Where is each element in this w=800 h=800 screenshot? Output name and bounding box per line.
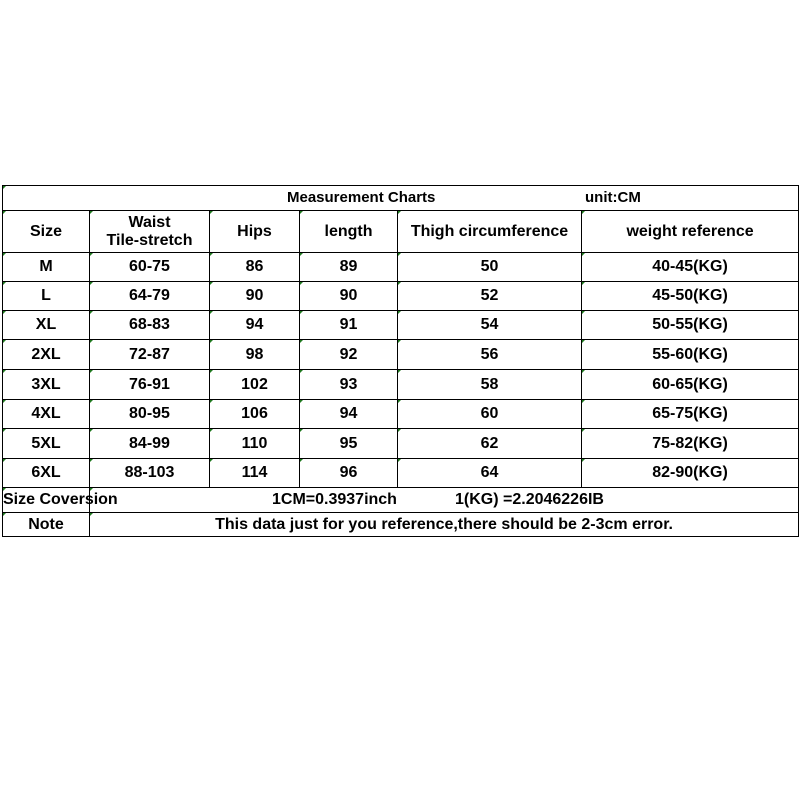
header-waist-sub: Tile-stretch <box>106 231 193 249</box>
header-size: Size <box>3 211 90 253</box>
cell-length: 89 <box>300 253 398 282</box>
conversion-row <box>3 488 799 513</box>
cell-hips: 110 <box>210 429 300 459</box>
cell-size: XL <box>3 311 90 340</box>
cell-thigh: 64 <box>398 459 582 488</box>
header-length: length <box>300 211 398 253</box>
header-waist <box>90 211 210 253</box>
cell-hips: 98 <box>210 340 300 370</box>
cell-hips: 114 <box>210 459 300 488</box>
note-row <box>3 513 799 537</box>
cell-weight: 45-50(KG) <box>582 282 799 311</box>
cell-length: 94 <box>300 400 398 429</box>
cell-thigh: 56 <box>398 340 582 370</box>
cell-hips: 86 <box>210 253 300 282</box>
cell-hips: 94 <box>210 311 300 340</box>
cell-weight: 65-75(KG) <box>582 400 799 429</box>
header-hips: Hips <box>210 211 300 253</box>
cell-length: 91 <box>300 311 398 340</box>
cell-weight: 40-45(KG) <box>582 253 799 282</box>
cell-hips: 90 <box>210 282 300 311</box>
table-row <box>3 429 799 459</box>
table-row <box>3 282 799 311</box>
title-row <box>3 186 799 211</box>
note-label: Note <box>3 513 90 537</box>
cell-thigh: 60 <box>398 400 582 429</box>
cell-length: 93 <box>300 370 398 400</box>
cell-size: 4XL <box>3 400 90 429</box>
cell-size: 2XL <box>3 340 90 370</box>
table-row <box>3 340 799 370</box>
cell-size: 3XL <box>3 370 90 400</box>
chart-title: Measurement Charts <box>287 189 436 206</box>
cell-waist: 76-91 <box>90 370 210 400</box>
title-cell <box>3 186 799 211</box>
unit-label: unit:CM <box>585 189 641 206</box>
header-weight: weight reference <box>582 211 799 253</box>
cell-size: 6XL <box>3 459 90 488</box>
cell-weight: 60-65(KG) <box>582 370 799 400</box>
cell-hips: 106 <box>210 400 300 429</box>
cell-waist: 84-99 <box>90 429 210 459</box>
cell-thigh: 52 <box>398 282 582 311</box>
cell-thigh: 58 <box>398 370 582 400</box>
cell-weight: 75-82(KG) <box>582 429 799 459</box>
header-waist-label: Waist <box>128 213 171 231</box>
cell-thigh: 62 <box>398 429 582 459</box>
table-row <box>3 311 799 340</box>
cell-size: L <box>3 282 90 311</box>
cell-waist: 80-95 <box>90 400 210 429</box>
measurement-chart-table <box>2 185 799 537</box>
cell-weight: 50-55(KG) <box>582 311 799 340</box>
cell-waist: 60-75 <box>90 253 210 282</box>
cell-size: 5XL <box>3 429 90 459</box>
conversion-cm: 1CM=0.3937inch <box>272 491 397 508</box>
header-row <box>3 211 799 253</box>
cell-weight: 82-90(KG) <box>582 459 799 488</box>
cell-thigh: 50 <box>398 253 582 282</box>
conversion-kg: 1(KG) =2.2046226IB <box>455 491 604 508</box>
cell-length: 92 <box>300 340 398 370</box>
cell-length: 95 <box>300 429 398 459</box>
cell-waist: 68-83 <box>90 311 210 340</box>
note-text: This data just for you reference,there should be 2-3cm error. <box>90 513 799 537</box>
table-row <box>3 400 799 429</box>
cell-weight: 55-60(KG) <box>582 340 799 370</box>
table-row <box>3 370 799 400</box>
cell-waist: 88-103 <box>90 459 210 488</box>
cell-length: 90 <box>300 282 398 311</box>
conversion-label: Size Coversion <box>3 488 90 513</box>
cell-length: 96 <box>300 459 398 488</box>
header-thigh: Thigh circumference <box>398 211 582 253</box>
cell-waist: 72-87 <box>90 340 210 370</box>
conversion-cell <box>90 488 799 513</box>
cell-waist: 64-79 <box>90 282 210 311</box>
cell-thigh: 54 <box>398 311 582 340</box>
table-row <box>3 459 799 488</box>
cell-size: M <box>3 253 90 282</box>
table-row <box>3 253 799 282</box>
cell-hips: 102 <box>210 370 300 400</box>
